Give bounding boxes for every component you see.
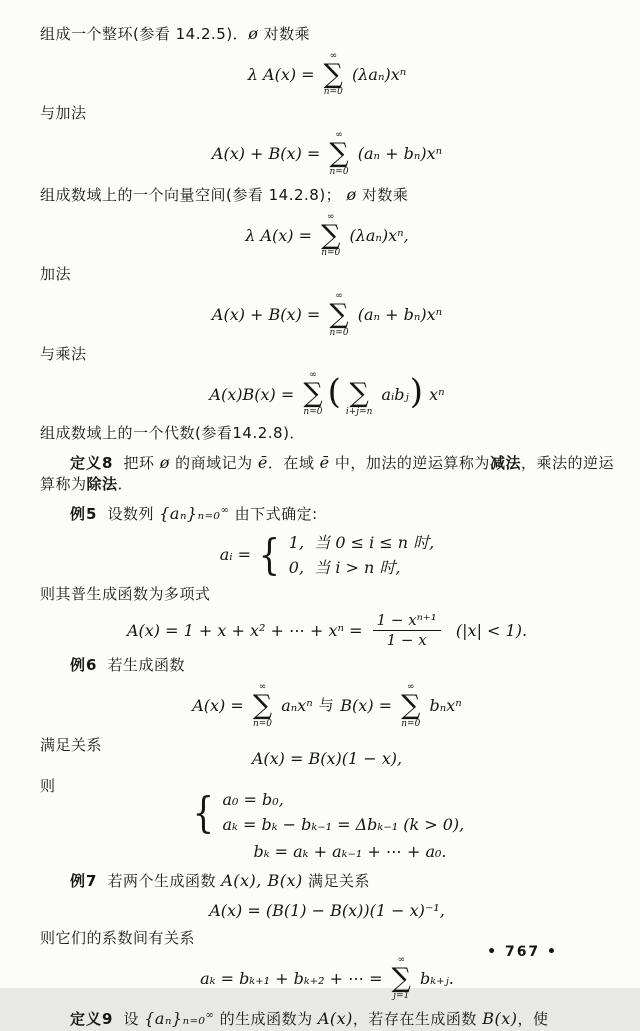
formula-polynomial xyxy=(40,612,614,650)
paragraph-with-multiplication: 与乘法 xyxy=(40,344,87,363)
definition-text: 逆运算称为 xyxy=(40,453,614,494)
sum-lower-limit: i+j=n xyxy=(345,406,373,417)
formula-inner-term: aᵢbⱼ xyxy=(376,384,409,404)
sigma-symbol: ∑ xyxy=(349,378,369,410)
paragraph-addition: 加法 xyxy=(40,265,72,284)
formula-scalar-mult-1 xyxy=(40,52,614,98)
system-row: a₀ = b₀, xyxy=(222,790,284,810)
field-symbol: ē xyxy=(257,452,268,472)
definition-8 xyxy=(40,451,614,497)
formula-lhs: aₖ = bₖ₊₁ + bₖ₊₂ + ⋯ = xyxy=(200,968,388,988)
fraction xyxy=(373,612,441,650)
page-number: • 767 • xyxy=(487,943,558,960)
definition-text: 设 xyxy=(123,1010,145,1029)
sigma-symbol: ∑ xyxy=(329,298,349,330)
cases-rows xyxy=(289,532,434,578)
summation xyxy=(321,213,340,259)
formula-coefficients xyxy=(40,956,614,1002)
sum-upper-limit: ∞ xyxy=(309,370,317,381)
formula-cases xyxy=(40,532,614,578)
definition-text: ，使 xyxy=(517,1010,549,1029)
sum-upper-limit: ∞ xyxy=(335,290,343,301)
example-text: 由下式确定: xyxy=(229,505,318,524)
sum-lower-limit: n=0 xyxy=(323,87,343,98)
ring-symbol: ø xyxy=(346,184,357,204)
fraction-numerator: 1 − xⁿ⁺¹ xyxy=(373,612,441,631)
sum-lower-limit: n=0 xyxy=(401,718,421,729)
summation-inner xyxy=(346,371,373,417)
ring-symbol: ø xyxy=(248,24,259,43)
sequence-notation: {aₙ}ₙ₌₀ xyxy=(159,504,221,524)
example-text: 设数列 xyxy=(107,505,160,524)
field-symbol: ē xyxy=(319,452,330,472)
system-row: bₖ = aₖ + aₖ₋₁ + ⋯ + a₀. xyxy=(253,841,447,861)
sum-lower-limit: n=0 xyxy=(321,248,341,259)
sum-upper-limit: ∞ xyxy=(258,682,267,693)
formula-rhs: (λaₙ)xⁿ xyxy=(346,64,407,84)
sum-upper-limit: ∞ xyxy=(397,954,406,965)
formula-lhs: A(x) + B(x) = xyxy=(211,305,326,325)
sigma-symbol: ∑ xyxy=(323,58,343,90)
formula-rhs: bₙxⁿ xyxy=(424,696,462,716)
formula-rhs: (aₙ + bₙ)xⁿ xyxy=(352,144,443,164)
definition-text: ，若存在生成函数 xyxy=(352,1010,483,1029)
formula-system-row3 xyxy=(86,840,614,863)
definition-label: 定义9 xyxy=(70,1010,114,1029)
example-5 xyxy=(40,502,614,526)
example-text: 若两个生成函数 xyxy=(107,871,222,890)
summation xyxy=(329,131,348,177)
paragraph-algebra: 组成数域上的一个代数(参看14.2.8)． xyxy=(40,423,305,442)
sigma-symbol: ∑ xyxy=(391,962,411,994)
paragraph-coefficient-relation: 则它们的系数间有关系 xyxy=(40,928,196,947)
example-6 xyxy=(40,655,614,677)
formula-lhs: λ A(x) = xyxy=(245,225,318,245)
system-row: aₖ = bₖ − bₖ₋₁ = Δbₖ₋₁ (k > 0), xyxy=(222,815,465,835)
paragraph-vector-space xyxy=(40,183,614,207)
formula-addition-1 xyxy=(40,131,614,177)
definition-text: ．在域 xyxy=(267,453,320,472)
example-label: 例6 xyxy=(70,656,98,675)
function-name: A(x) xyxy=(317,1009,353,1029)
paragraph-text: 对数乘 xyxy=(356,185,409,204)
case-row: 1, 当 0 ≤ i ≤ n 时, xyxy=(288,532,435,552)
case-row: 0, 当 i > n 时, xyxy=(288,557,401,577)
fraction-denominator: 1 − x xyxy=(386,631,427,650)
paragraph-then: 则 xyxy=(40,776,56,795)
sum-upper-limit: ∞ xyxy=(329,50,338,61)
sigma-symbol: ∑ xyxy=(329,138,349,170)
sigma-symbol: ∑ xyxy=(303,378,323,410)
formula-relation-2 xyxy=(40,899,614,922)
definition-text: ，乘法的 xyxy=(520,453,583,472)
formula-multiplication xyxy=(40,371,614,417)
example-text: 若生成函数 xyxy=(107,656,185,675)
function-name: B(x) xyxy=(482,1009,518,1029)
definition-text: 把环 xyxy=(123,453,160,472)
formula-term: B(x) = xyxy=(340,696,398,716)
sum-lower-limit: n=0 xyxy=(329,166,349,177)
paragraph-generating-polynomial: 则其普生成函数为多项式 xyxy=(40,585,211,604)
paragraph-text: 对数乘 xyxy=(258,25,311,43)
summation xyxy=(392,956,411,1002)
definition-text: 的商域记为 xyxy=(169,453,258,472)
formula-rhs: (λaₙ)xⁿ, xyxy=(344,225,409,245)
example-text: 满足关系 xyxy=(302,871,370,890)
term-subtraction: 减法 xyxy=(489,453,521,472)
definition-text: ． xyxy=(117,475,134,494)
formula-two-series xyxy=(40,683,614,729)
system-rows xyxy=(223,789,465,835)
function-names: A(x), B(x) xyxy=(221,870,303,890)
formula-lhs: A(x) = 1 + x + x² + ⋯ + xⁿ = xyxy=(126,621,368,641)
sum-lower-limit: j=1 xyxy=(393,991,410,1002)
sigma-symbol: ∑ xyxy=(252,690,273,722)
system-brace: { xyxy=(192,787,214,837)
open-paren: ( xyxy=(327,372,341,413)
formula-rhs: (aₙ + bₙ)xⁿ xyxy=(352,305,443,325)
formula-tail: xⁿ xyxy=(424,384,445,404)
sigma-symbol: ∑ xyxy=(321,219,341,251)
cases-brace: { xyxy=(258,530,281,580)
sum-lower-limit: n=0 xyxy=(303,406,323,417)
formula-body: A(x) = B(x)(1 − x), xyxy=(251,748,403,768)
formula-term: aₙxⁿ xyxy=(276,696,313,716)
infinity-superscript: ∞ xyxy=(205,1010,215,1022)
sum-upper-limit: ∞ xyxy=(407,682,415,693)
formula-system xyxy=(40,789,614,835)
formula-relation xyxy=(40,747,614,770)
sum-upper-limit: ∞ xyxy=(335,130,343,141)
formula-lhs: aᵢ = xyxy=(219,545,257,565)
sigma-symbol: ∑ xyxy=(401,690,421,722)
sequence-notation: {aₙ}ₙ₌₀ xyxy=(144,1009,206,1029)
summation xyxy=(253,683,272,729)
paragraph-text: 组成数域上的一个向量空间(参看 14.2.8)； xyxy=(40,185,347,204)
formula-addition-2 xyxy=(40,292,614,338)
formula-rhs: bₖ₊ⱼ. xyxy=(414,968,454,988)
close-paren: ) xyxy=(409,372,423,413)
formula-condition: (|x| < 1). xyxy=(445,621,528,641)
example-7 xyxy=(40,869,614,893)
paragraph-ring-intro xyxy=(40,22,614,46)
sum-lower-limit: n=0 xyxy=(329,327,349,338)
summation xyxy=(324,52,343,98)
formula-lhs: A(x) = xyxy=(192,696,249,716)
term-division: 除法 xyxy=(86,475,118,494)
formula-lhs: A(x)B(x) = xyxy=(209,384,300,404)
definition-text: 中，加法的逆运算称为 xyxy=(329,453,490,472)
formula-lhs: λ A(x) = xyxy=(247,64,320,84)
paragraph-satisfies-relation: 满足关系 xyxy=(40,735,103,754)
formula-body: A(x) = (B(1) − B(x))(1 − x)⁻¹, xyxy=(209,900,445,920)
definition-text: 的生成函数为 xyxy=(214,1010,318,1029)
summation-outer xyxy=(303,371,322,417)
definition-label: 定义8 xyxy=(70,453,114,472)
formula-lhs: A(x) + B(x) = xyxy=(211,144,326,164)
paragraph-with-addition: 与加法 xyxy=(40,104,87,123)
sum-lower-limit: n=0 xyxy=(252,718,273,729)
conjunction-text: 与 xyxy=(318,696,335,715)
sum-upper-limit: ∞ xyxy=(327,211,335,222)
infinity-superscript: ∞ xyxy=(220,505,230,517)
example-label: 例5 xyxy=(70,505,98,524)
example-label: 例7 xyxy=(70,871,98,890)
definition-9 xyxy=(40,1007,614,1031)
ring-symbol: ø xyxy=(159,452,170,472)
summation xyxy=(401,683,420,729)
formula-scalar-mult-2 xyxy=(40,213,614,259)
paragraph-text: 组成一个整环(参看 14.2.5)． xyxy=(40,25,249,43)
summation xyxy=(329,292,348,338)
